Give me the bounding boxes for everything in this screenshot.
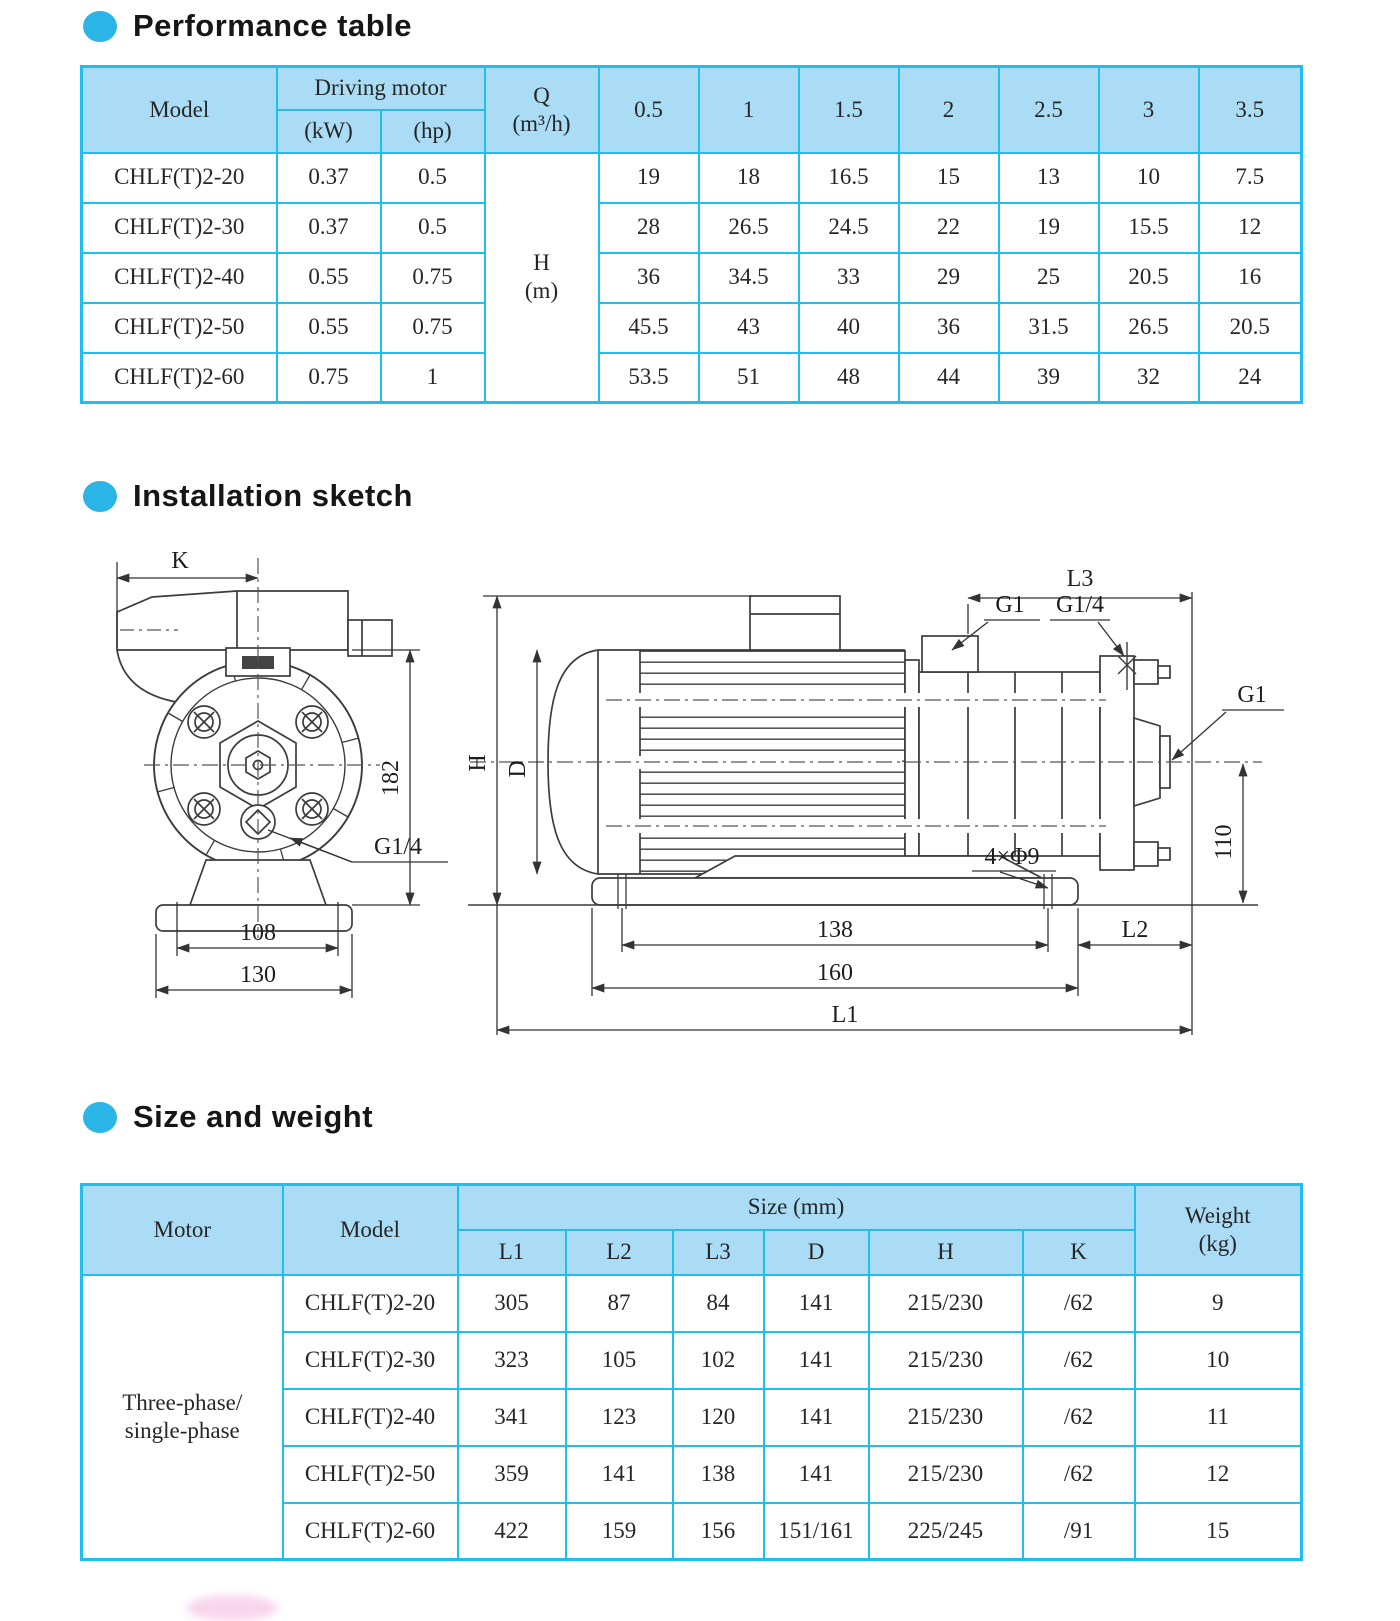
value-cell: 20.5 xyxy=(1099,253,1199,303)
model-cell: CHLF(T)2-60 xyxy=(283,1503,458,1560)
dim-label-182: 182 xyxy=(378,760,404,796)
col-header-kw: (kW) xyxy=(277,110,381,153)
section-title: Performance table xyxy=(133,8,412,43)
value-cell: 32 xyxy=(1099,353,1199,403)
performance-section-heading xyxy=(83,8,412,44)
port-label-g14-left: G1/4 xyxy=(374,834,422,860)
value-cell: 36 xyxy=(599,253,699,303)
value-cell: 24.5 xyxy=(799,203,899,253)
value-cell: 19 xyxy=(999,203,1099,253)
value-cell: 215/230 xyxy=(869,1275,1023,1332)
dim-label-d: D xyxy=(505,760,531,778)
size-weight-table xyxy=(80,1183,1303,1561)
head-unit-cell xyxy=(485,153,599,403)
col-header-model: Model xyxy=(82,67,277,153)
value-cell: 24 xyxy=(1199,353,1302,403)
value-cell: 20.5 xyxy=(1199,303,1302,353)
section-title: Size and weight xyxy=(133,1099,374,1134)
flow-col-2.5: 2.5 xyxy=(999,67,1099,153)
model-cell: CHLF(T)2-60 xyxy=(82,353,277,403)
col-header-hp: (hp) xyxy=(381,110,485,153)
value-cell: 33 xyxy=(799,253,899,303)
perf-row xyxy=(82,303,1302,353)
value-cell: 123 xyxy=(566,1389,673,1446)
hp-cell: 1 xyxy=(381,353,485,403)
value-cell: 12 xyxy=(1199,203,1302,253)
dim-label-108: 108 xyxy=(240,920,276,946)
weight-cell: 11 xyxy=(1135,1389,1302,1446)
value-cell: 215/230 xyxy=(869,1332,1023,1389)
value-cell: 18 xyxy=(699,153,799,203)
cyan-bullet-icon xyxy=(83,1102,117,1133)
hp-cell: 0.75 xyxy=(381,253,485,303)
col-header-model: Model xyxy=(283,1185,458,1275)
value-cell: 84 xyxy=(673,1275,764,1332)
flow-col-3.5: 3.5 xyxy=(1199,67,1302,153)
value-cell: 28 xyxy=(599,203,699,253)
dim-label-l1: L1 xyxy=(831,1002,859,1028)
value-cell: /62 xyxy=(1023,1332,1135,1389)
col-header-size-mm: Size (mm) xyxy=(458,1185,1135,1230)
holes-label: 4×Φ9 xyxy=(984,844,1040,870)
section-title: Installation sketch xyxy=(133,478,413,513)
value-cell: /91 xyxy=(1023,1503,1135,1560)
value-cell: 120 xyxy=(673,1389,764,1446)
value-cell: 10 xyxy=(1099,153,1199,203)
model-cell: CHLF(T)2-20 xyxy=(82,153,277,203)
value-cell: 7.5 xyxy=(1199,153,1302,203)
value-cell: /62 xyxy=(1023,1275,1135,1332)
hp-cell: 0.5 xyxy=(381,203,485,253)
value-cell: 422 xyxy=(458,1503,566,1560)
value-cell: 39 xyxy=(999,353,1099,403)
hp-cell: 0.75 xyxy=(381,303,485,353)
value-cell: 225/245 xyxy=(869,1503,1023,1560)
model-cell: CHLF(T)2-50 xyxy=(82,303,277,353)
value-cell: 215/230 xyxy=(869,1389,1023,1446)
value-cell: 43 xyxy=(699,303,799,353)
value-cell: 13 xyxy=(999,153,1099,203)
value-cell: 19 xyxy=(599,153,699,203)
value-cell: 51 xyxy=(699,353,799,403)
model-cell: CHLF(T)2-40 xyxy=(82,253,277,303)
dim-label-l3: L3 xyxy=(1066,566,1094,592)
value-cell: 53.5 xyxy=(599,353,699,403)
value-cell: 141 xyxy=(764,1389,869,1446)
model-cell: CHLF(T)2-50 xyxy=(283,1446,458,1503)
flow-col-0.5: 0.5 xyxy=(599,67,699,153)
motor-type-line1: Three-phase/ xyxy=(122,1389,243,1415)
value-cell: 45.5 xyxy=(599,303,699,353)
value-cell: 151/161 xyxy=(764,1503,869,1560)
col-header-weight xyxy=(1135,1185,1302,1275)
weight-unit: (kg) xyxy=(1198,1230,1237,1256)
dim-label-h: H xyxy=(465,754,491,772)
value-cell: 16.5 xyxy=(799,153,899,203)
installation-section-heading xyxy=(83,478,413,514)
weight-cell: 10 xyxy=(1135,1332,1302,1389)
value-cell: 141 xyxy=(764,1332,869,1389)
cyan-bullet-icon xyxy=(83,481,117,512)
model-cell: CHLF(T)2-40 xyxy=(283,1389,458,1446)
col-header-k: K xyxy=(1023,1230,1135,1275)
col-header-l1: L1 xyxy=(458,1230,566,1275)
value-cell: 22 xyxy=(899,203,999,253)
kw-cell: 0.37 xyxy=(277,153,381,203)
page-edge-artifact xyxy=(186,1595,278,1621)
value-cell: 15 xyxy=(899,153,999,203)
q-unit: (m³/h) xyxy=(512,110,571,136)
value-cell: 141 xyxy=(764,1446,869,1503)
col-header-motor: Motor xyxy=(82,1185,283,1275)
model-cell: CHLF(T)2-20 xyxy=(283,1275,458,1332)
dim-label-l2: L2 xyxy=(1121,917,1149,943)
value-cell: /62 xyxy=(1023,1389,1135,1446)
dim-label-130: 130 xyxy=(240,962,276,988)
q-label: Q xyxy=(533,82,550,108)
value-cell: 26.5 xyxy=(699,203,799,253)
value-cell: 359 xyxy=(458,1446,566,1503)
flow-col-1.5: 1.5 xyxy=(799,67,899,153)
flow-col-1: 1 xyxy=(699,67,799,153)
value-cell: 26.5 xyxy=(1099,303,1199,353)
dim-label-110: 110 xyxy=(1211,824,1237,860)
kw-cell: 0.55 xyxy=(277,303,381,353)
hp-cell: 0.5 xyxy=(381,153,485,203)
model-cell: CHLF(T)2-30 xyxy=(82,203,277,253)
value-cell: 341 xyxy=(458,1389,566,1446)
value-cell: 25 xyxy=(999,253,1099,303)
side-view xyxy=(468,596,1262,909)
performance-table xyxy=(80,65,1303,404)
value-cell: 15.5 xyxy=(1099,203,1199,253)
motor-type-line2: single-phase xyxy=(124,1417,240,1443)
weight-cell: 15 xyxy=(1135,1503,1302,1560)
col-header-h: H xyxy=(869,1230,1023,1275)
port-label-g1-right: G1 xyxy=(1237,682,1267,708)
flow-col-3: 3 xyxy=(1099,67,1199,153)
port-label-g1-top: G1 xyxy=(995,592,1025,618)
h-label: H xyxy=(533,250,550,276)
value-cell: 141 xyxy=(764,1275,869,1332)
weight-cell: 12 xyxy=(1135,1446,1302,1503)
dim-label-k: K xyxy=(171,548,189,574)
value-cell: 48 xyxy=(799,353,899,403)
value-cell: 29 xyxy=(899,253,999,303)
value-cell: 102 xyxy=(673,1332,764,1389)
flow-col-2: 2 xyxy=(899,67,999,153)
perf-row xyxy=(82,353,1302,403)
value-cell: 141 xyxy=(566,1446,673,1503)
model-cell: CHLF(T)2-30 xyxy=(283,1332,458,1389)
perf-row xyxy=(82,153,1302,203)
value-cell: 44 xyxy=(899,353,999,403)
motor-group-cell xyxy=(82,1275,283,1560)
value-cell: 105 xyxy=(566,1332,673,1389)
value-cell: 138 xyxy=(673,1446,764,1503)
value-cell: 16 xyxy=(1199,253,1302,303)
value-cell: 36 xyxy=(899,303,999,353)
h-unit: (m) xyxy=(524,278,559,304)
value-cell: 34.5 xyxy=(699,253,799,303)
value-cell: 323 xyxy=(458,1332,566,1389)
value-cell: 159 xyxy=(566,1503,673,1560)
perf-row xyxy=(82,203,1302,253)
perf-header-row-1 xyxy=(82,67,1302,110)
perf-row xyxy=(82,253,1302,303)
dim-label-160: 160 xyxy=(817,960,853,986)
value-cell: 40 xyxy=(799,303,899,353)
size-row xyxy=(82,1275,1302,1332)
col-header-driving-motor: Driving motor xyxy=(277,67,485,110)
value-cell: 156 xyxy=(673,1503,764,1560)
cyan-bullet-icon xyxy=(83,11,117,42)
size-weight-section-heading xyxy=(83,1099,373,1135)
value-cell: 87 xyxy=(566,1275,673,1332)
size-header-row-1 xyxy=(82,1185,1302,1230)
value-cell: 31.5 xyxy=(999,303,1099,353)
value-cell: 215/230 xyxy=(869,1446,1023,1503)
installation-sketch-drawing xyxy=(0,540,1400,1052)
value-cell: 305 xyxy=(458,1275,566,1332)
col-header-l2: L2 xyxy=(566,1230,673,1275)
front-view xyxy=(117,558,392,938)
kw-cell: 0.75 xyxy=(277,353,381,403)
kw-cell: 0.37 xyxy=(277,203,381,253)
dim-label-138: 138 xyxy=(817,917,853,943)
kw-cell: 0.55 xyxy=(277,253,381,303)
value-cell: /62 xyxy=(1023,1446,1135,1503)
port-label-g14-top: G1/4 xyxy=(1056,592,1104,618)
col-header-q xyxy=(485,67,599,153)
weight-cell: 9 xyxy=(1135,1275,1302,1332)
weight-label: Weight xyxy=(1184,1202,1251,1228)
col-header-d: D xyxy=(764,1230,869,1275)
col-header-l3: L3 xyxy=(673,1230,764,1275)
